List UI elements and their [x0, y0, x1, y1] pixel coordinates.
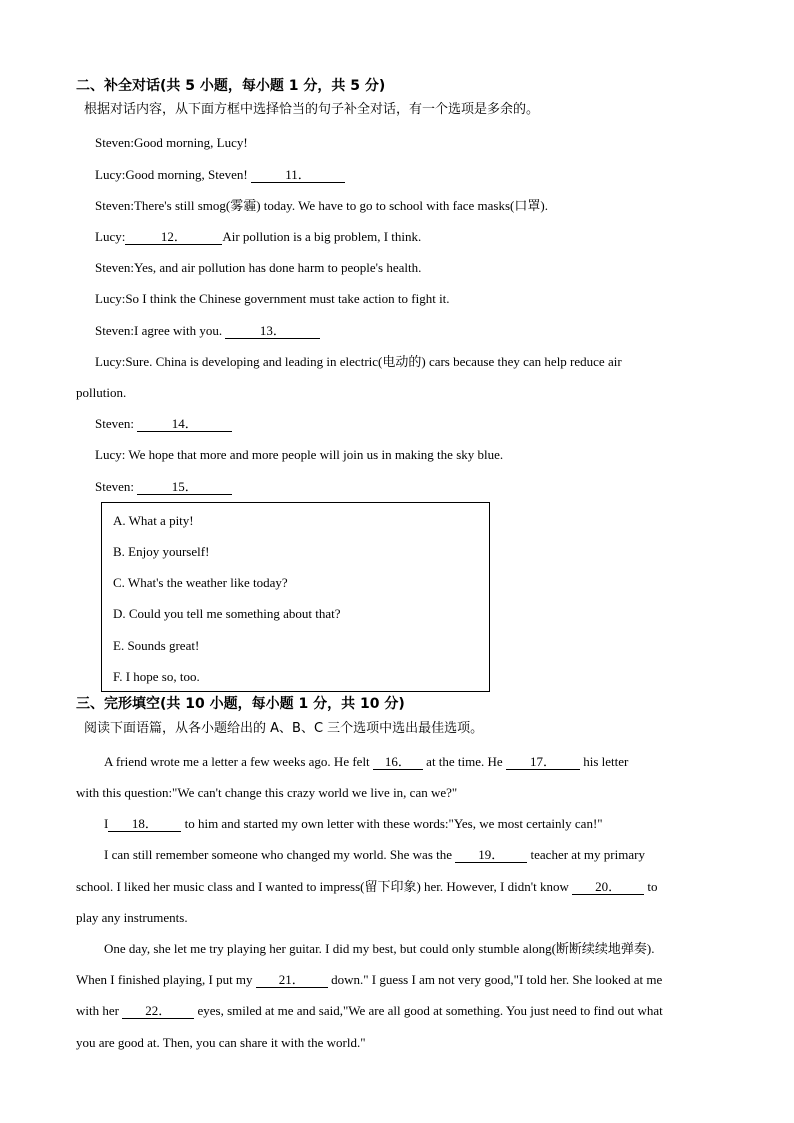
dialogue-line-1: Steven:Good morning, Lucy! — [95, 135, 248, 150]
dialogue-text: Lucy: — [95, 229, 126, 244]
answer-blank-19[interactable]: 19． — [455, 847, 527, 863]
option-d[interactable]: D. Could you tell me something about that? — [113, 606, 341, 621]
dialogue-line-2 — [95, 166, 345, 184]
dialogue-line-5: Steven:Yes, and air pollution has done harm to people's health. — [95, 260, 422, 275]
passage-text: to — [644, 879, 658, 894]
passage-line: you are good at. Then, you can share it with the world." — [76, 1035, 366, 1050]
passage-line — [104, 815, 603, 833]
section3-heading: 三、完形填空(共 10 小题，每小题 1 分，共 10 分) — [76, 696, 405, 712]
answer-blank-13[interactable]: 13． — [225, 323, 320, 339]
answer-blank-22[interactable]: 22． — [122, 1003, 194, 1019]
answer-blank-17[interactable]: 17． — [506, 754, 580, 770]
passage-line — [76, 878, 657, 896]
dialogue-line-4 — [95, 228, 421, 246]
passage-text: school. I liked her music class and I wanted to impress(留下印象) her. However, I didn't know — [76, 879, 573, 894]
dialogue-text: Steven: — [95, 416, 138, 431]
passage-line — [104, 846, 645, 864]
answer-blank-16[interactable]: 16． — [373, 754, 423, 770]
passage-text: his letter — [579, 754, 629, 769]
answer-blank-14[interactable]: 14． — [137, 416, 232, 432]
option-a[interactable]: A. What a pity! — [113, 513, 194, 528]
answer-blank-15[interactable]: 15． — [137, 479, 232, 495]
dialogue-text: Air pollution is a big problem, I think. — [222, 229, 422, 244]
passage-text: When I finished playing, I put my — [76, 972, 256, 987]
option-f[interactable]: F. I hope so, too. — [113, 669, 200, 684]
passage-text: to him and started my own letter with these words:"Yes, we most certainly can!" — [181, 816, 603, 831]
passage-text: eyes, smiled at me and said,"We are all good at something. You just need to find out what — [194, 1003, 663, 1018]
dialogue-line-9 — [95, 415, 232, 433]
answer-blank-21[interactable]: 21． — [256, 972, 328, 988]
dialogue-line-8b: pollution. — [76, 385, 127, 400]
option-e[interactable]: E. Sounds great! — [113, 638, 200, 653]
passage-line — [76, 1002, 663, 1020]
passage-text: with her — [76, 1003, 123, 1018]
option-b[interactable]: B. Enjoy yourself! — [113, 544, 210, 559]
passage-text: down." I guess I am not very good,"I told her. She looked at me — [327, 972, 663, 987]
answer-blank-12[interactable]: 12． — [125, 229, 222, 245]
passage-line: One day, she let me try playing her guitar. I did my best, but could only stumble along(断断续续地弹奏). — [104, 941, 655, 956]
passage-line: with this question:"We can't change this crazy world we live in, can we?" — [76, 785, 458, 800]
dialogue-text: Steven: — [95, 479, 138, 494]
dialogue-line-3: Steven:There's still smog(雾霾) today. We have to go to school with face masks(口罩). — [95, 198, 548, 213]
section2-heading: 二、补全对话(共 5 小题，每小题 1 分，共 5 分) — [76, 78, 386, 94]
dialogue-line-8a: Lucy:Sure. China is developing and leading in electric(电动的) cars because they can help reduce air — [95, 354, 622, 369]
dialogue-line-11 — [95, 478, 232, 496]
passage-line — [76, 971, 662, 989]
passage-line: play any instruments. — [76, 910, 188, 925]
options-box — [101, 502, 490, 692]
dialogue-line-7 — [95, 322, 320, 340]
dialogue-text: Steven:I agree with you. — [95, 323, 226, 338]
dialogue-text: Lucy:Good morning, Steven! — [95, 167, 251, 182]
option-c[interactable]: C. What's the weather like today? — [113, 575, 288, 590]
answer-blank-11[interactable]: 11． — [251, 167, 345, 183]
answer-blank-20[interactable]: 20． — [572, 879, 644, 895]
dialogue-line-6: Lucy:So I think the Chinese government must take action to fight it. — [95, 291, 450, 306]
passage-text: I can still remember someone who changed my world. She was the — [104, 847, 456, 862]
passage-line — [104, 753, 628, 771]
passage-text: at the time. He — [422, 754, 506, 769]
passage-text: A friend wrote me a letter a few weeks ago. He felt — [104, 754, 373, 769]
section2-instruction: 根据对话内容，从下面方框中选择恰当的句子补全对话，有一个选项是多余的。 — [84, 102, 540, 117]
answer-blank-18[interactable]: 18． — [108, 816, 181, 832]
dialogue-line-10: Lucy: We hope that more and more people will join us in making the sky blue. — [95, 447, 504, 462]
passage-text: I — [104, 816, 109, 831]
section3-instruction: 阅读下面语篇，从各小题给出的 A、B、C 三个选项中选出最佳选项。 — [84, 721, 484, 736]
passage-text: teacher at my primary — [527, 847, 645, 862]
